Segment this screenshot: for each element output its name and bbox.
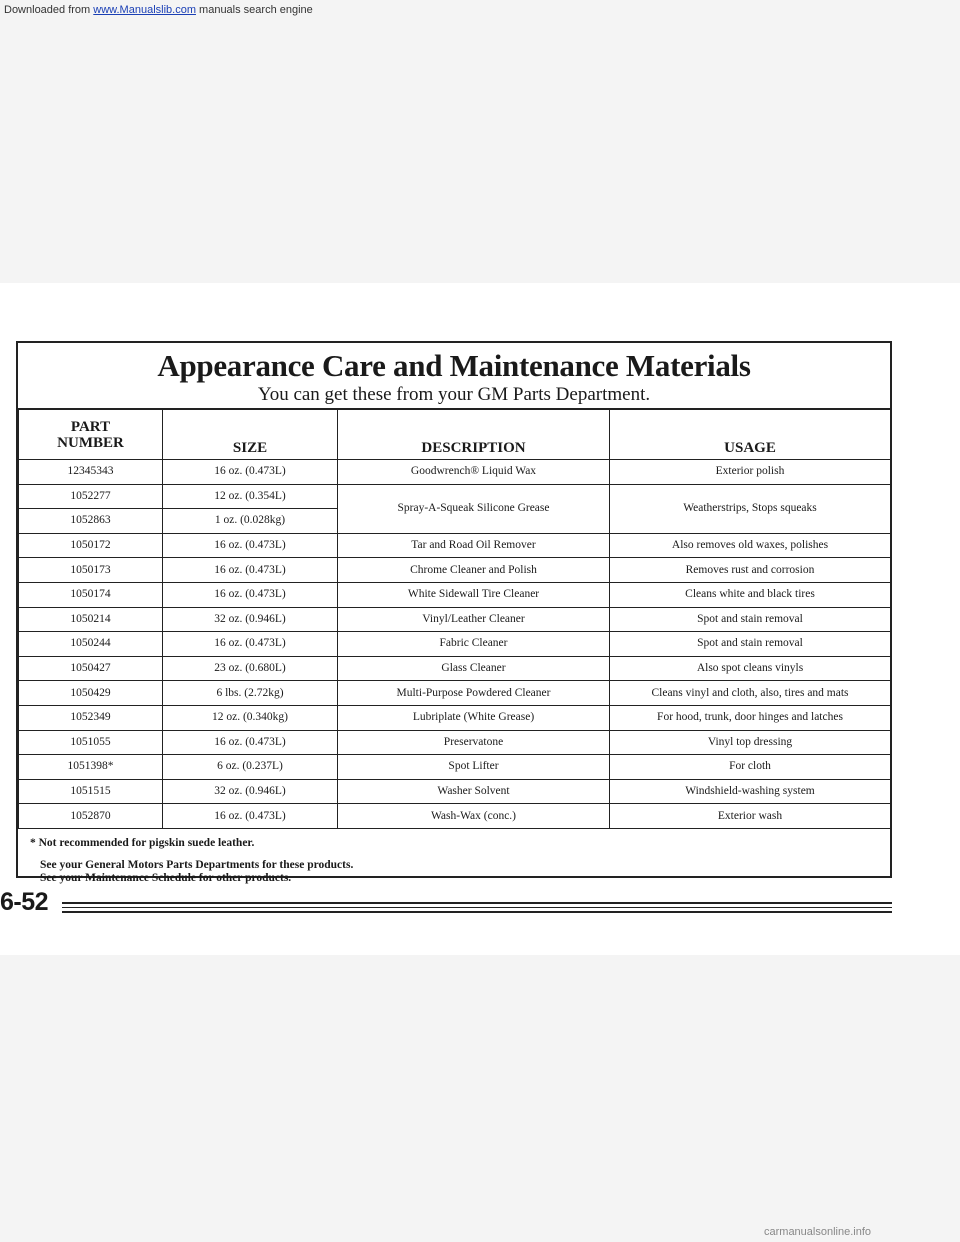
table-row — [19, 681, 891, 706]
size-header: SIZE — [163, 410, 338, 460]
page-rule — [62, 907, 892, 908]
usage-cell: Spot and stain removal — [610, 632, 891, 657]
description-header: DESCRIPTION — [338, 410, 610, 460]
usage-cell: Exterior wash — [610, 804, 891, 829]
description-cell: Chrome Cleaner and Polish — [338, 558, 610, 583]
usage-cell: Vinyl top dressing — [610, 730, 891, 755]
description-cell: Vinyl/Leather Cleaner — [338, 607, 610, 632]
table-row — [19, 730, 891, 755]
description-cell: Tar and Road Oil Remover — [338, 533, 610, 558]
part-number-cell: 1051398* — [19, 755, 163, 780]
footnotes — [18, 829, 890, 885]
page-title: Appearance Care and Maintenance Materials — [157, 348, 751, 383]
size-cell: 32 oz. (0.946L) — [163, 779, 338, 804]
part-number-cell: 1052277 — [19, 484, 163, 509]
parts-department-note: See your General Motors Parts Departments for these products. — [40, 858, 354, 871]
part-number-cell: 1052863 — [19, 509, 163, 534]
part-number-header: PART NUMBER — [19, 410, 163, 460]
part-number-cell: 1050172 — [19, 533, 163, 558]
materials-table — [18, 409, 891, 829]
description-cell: Spray-A-Squeak Silicone Grease — [338, 484, 610, 533]
table-row — [19, 632, 891, 657]
size-cell: 16 oz. (0.473L) — [163, 730, 338, 755]
table-row — [19, 804, 891, 829]
usage-cell: Spot and stain removal — [610, 607, 891, 632]
part-number-cell: 1050427 — [19, 656, 163, 681]
banner-prefix: Downloaded from — [4, 4, 94, 16]
description-cell: Goodwrench® Liquid Wax — [338, 460, 610, 485]
part-number-cell: 1050174 — [19, 582, 163, 607]
description-cell: Fabric Cleaner — [338, 632, 610, 657]
part-number-cell: 1052870 — [19, 804, 163, 829]
usage-cell: Cleans white and black tires — [610, 582, 891, 607]
part-number-cell: 1052349 — [19, 705, 163, 730]
part-number-cell: 1050214 — [19, 607, 163, 632]
table-row — [19, 460, 891, 485]
usage-cell: For hood, trunk, door hinges and latches — [610, 705, 891, 730]
size-cell: 16 oz. (0.473L) — [163, 804, 338, 829]
part-number-cell: 1050429 — [19, 681, 163, 706]
part-number-cell: 12345343 — [19, 460, 163, 485]
size-cell: 16 oz. (0.473L) — [163, 460, 338, 485]
size-cell: 16 oz. (0.473L) — [163, 582, 338, 607]
manualslib-link[interactable]: www.Manualslib.com — [93, 4, 196, 16]
description-cell: Washer Solvent — [338, 779, 610, 804]
size-cell: 32 oz. (0.946L) — [163, 607, 338, 632]
page-rule — [62, 911, 892, 913]
table-row — [19, 582, 891, 607]
description-cell: Multi-Purpose Powdered Cleaner — [338, 681, 610, 706]
size-cell: 12 oz. (0.340kg) — [163, 705, 338, 730]
part-number-cell: 1050173 — [19, 558, 163, 583]
usage-cell: Also removes old waxes, polishes — [610, 533, 891, 558]
banner-suffix: manuals search engine — [195, 4, 313, 16]
usage-cell: Removes rust and corrosion — [610, 558, 891, 583]
size-cell: 16 oz. (0.473L) — [163, 533, 338, 558]
description-cell: Wash-Wax (conc.) — [338, 804, 610, 829]
page-number: 6-52 — [0, 888, 49, 916]
usage-cell: Cleans vinyl and cloth, also, tires and mats — [610, 681, 891, 706]
table-header-row — [19, 410, 891, 460]
materials-box — [16, 341, 892, 884]
part-number-cell: 1051515 — [19, 779, 163, 804]
table-row — [19, 656, 891, 681]
asterisk-note: * Not recommended for pigskin suede leather. — [30, 836, 255, 849]
usage-cell: For cloth — [610, 755, 891, 780]
size-cell: 6 oz. (0.237L) — [163, 755, 338, 780]
part-number-cell: 1051055 — [19, 730, 163, 755]
usage-cell: Also spot cleans vinyls — [610, 656, 891, 681]
download-banner — [0, 0, 960, 22]
size-cell: 16 oz. (0.473L) — [163, 558, 338, 583]
table-row — [19, 558, 891, 583]
size-cell: 16 oz. (0.473L) — [163, 632, 338, 657]
table-row — [19, 533, 891, 558]
table-row — [19, 779, 891, 804]
page-rule — [62, 902, 892, 904]
usage-cell: Weatherstrips, Stops squeaks — [610, 484, 891, 533]
table-row — [19, 705, 891, 730]
size-cell: 12 oz. (0.354L) — [163, 484, 338, 509]
usage-cell: Exterior polish — [610, 460, 891, 485]
page-subtitle: You can get these from your GM Parts Department. — [257, 384, 651, 405]
description-cell: White Sidewall Tire Cleaner — [338, 582, 610, 607]
title-area — [18, 343, 890, 409]
table-row — [19, 755, 891, 780]
description-cell: Lubriplate (White Grease) — [338, 705, 610, 730]
description-cell: Spot Lifter — [338, 755, 610, 780]
description-cell: Glass Cleaner — [338, 656, 610, 681]
size-cell: 23 oz. (0.680L) — [163, 656, 338, 681]
size-cell: 6 lbs. (2.72kg) — [163, 681, 338, 706]
usage-cell: Windshield-washing system — [610, 779, 891, 804]
description-cell: Preservatone — [338, 730, 610, 755]
watermark: carmanualsonline.info — [764, 1226, 872, 1238]
usage-header: USAGE — [610, 410, 891, 460]
part-number-cell: 1050244 — [19, 632, 163, 657]
maintenance-schedule-note: See your Maintenance Schedule for other products. — [40, 871, 292, 884]
table-row — [19, 607, 891, 632]
size-cell: 1 oz. (0.028kg) — [163, 509, 338, 534]
table-row — [19, 484, 891, 509]
